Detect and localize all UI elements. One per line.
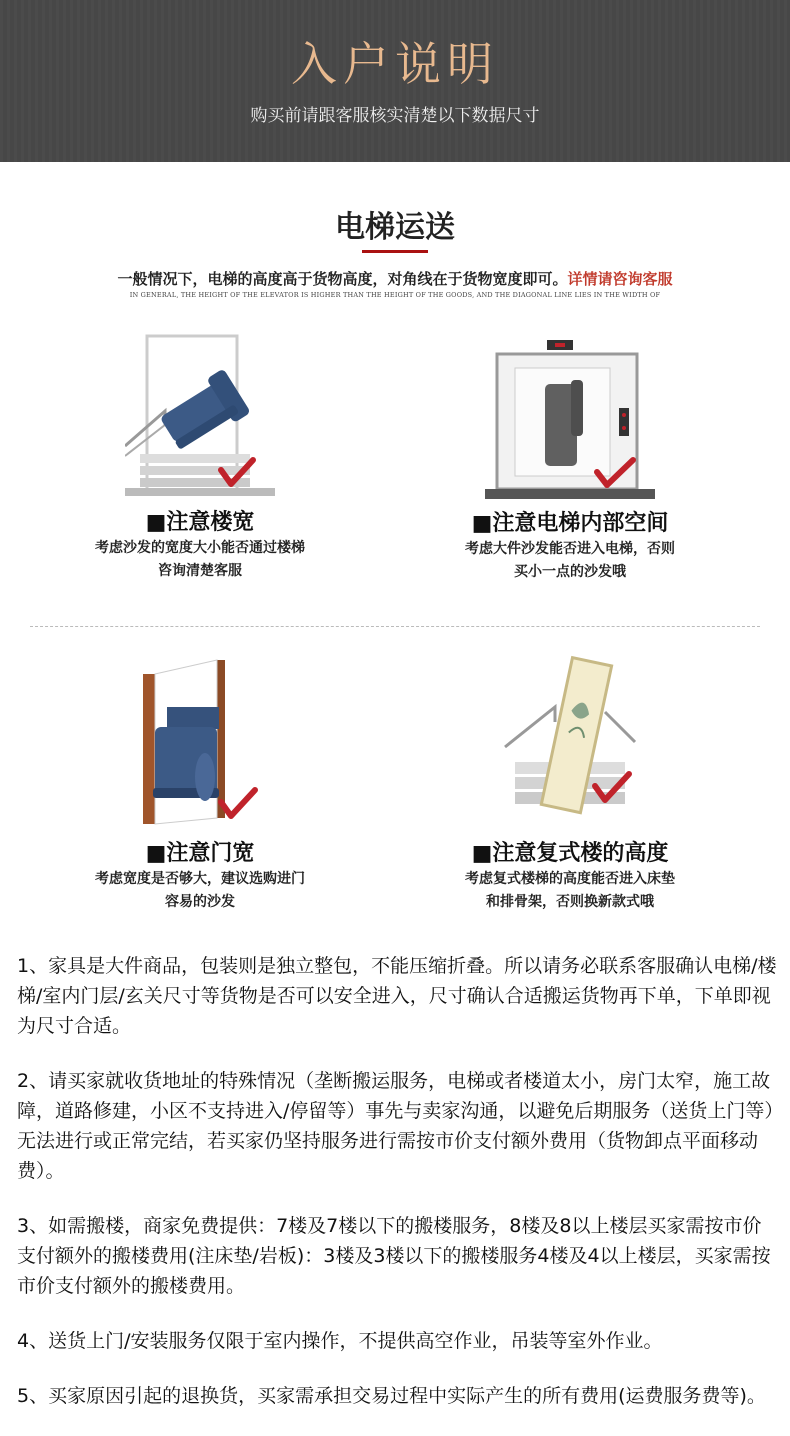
- page-title: 入户说明: [291, 37, 499, 91]
- card-title: ■注意电梯内部空间: [471, 511, 669, 536]
- card-title: ■注意门宽: [145, 841, 255, 866]
- stair-sofa-icon: [125, 326, 275, 501]
- section-title: 电梯运送: [335, 210, 455, 245]
- section-title-underline: [362, 250, 428, 253]
- intro-text: 一般情况下，电梯的高度高于货物高度，对角线在于货物宽度即可。: [117, 270, 568, 288]
- duplex-mattress-icon: [495, 652, 645, 832]
- card-title: ■注意复式楼的高度: [471, 841, 669, 866]
- note-item: 3、如需搬楼，商家免费提供：7楼及7楼以下的搬楼服务，8楼及8以上楼层买家需按市价支付额外的搬楼费用(注床垫/岩板)：3楼及3楼以下的搬楼服务4楼及4以上楼层，买家需按市价支付额外的搬楼费用。: [17, 1215, 771, 1297]
- note-item: 2、请买家就收货地址的特殊情况（垄断搬运服务，电梯或者楼道太小，房门太窄，施工故障，道路修建，小区不支持进入/停留等）事先与卖家沟通，以避免后期服务（送货上门等）无法进行或正常完结，若买家仍坚持服务进行需按市价支付额外费用（货物卸点平面移动费）。: [17, 1070, 774, 1182]
- card-door-width: [50, 652, 350, 913]
- card-desc-line1: 考虑复式楼梯的高度能否进入床垫: [465, 871, 675, 887]
- card-desc-line1: 考虑大件沙发能否进入电梯，否则: [465, 541, 675, 557]
- card-elevator-space: [420, 332, 720, 583]
- section-divider: [30, 626, 760, 627]
- card-stair-width: [50, 326, 350, 582]
- card-desc-line2: 容易的沙发: [165, 894, 235, 910]
- card-desc-line2: 买小一点的沙发哦: [514, 564, 626, 580]
- section-intro: [0, 268, 790, 289]
- card-desc-line2: 和排骨架，否则换新款式哦: [486, 894, 654, 910]
- card-title: ■注意楼宽: [145, 510, 255, 535]
- card-desc-line2: 咨询清楚客服: [158, 563, 242, 579]
- card-desc-line1: 考虑沙发的宽度大小能否通过楼梯: [95, 540, 305, 556]
- section-intro-english: IN GENERAL, THE HEIGHT OF THE ELEVATOR IS HIGHER THAN THE HEIGHT OF THE GOODS, AND THE DIAGONAL LINE LIES IN THE WIDTH OF: [129, 291, 661, 299]
- note-item: 5、买家原因引起的退换货，买家需承担交易过程中实际产生的所有费用(运费服务费等)。: [17, 1385, 766, 1407]
- note-item: 1、家具是大件商品，包装则是独立整包，不能压缩折叠。所以请务必联系客服确认电梯/楼梯/室内门层/玄关尺寸等货物是否可以安全进入，尺寸确认合适搬运货物再下单，下单即视为尺寸合适。: [17, 955, 777, 1037]
- card-desc-line1: 考虑宽度是否够大，建议选购进门: [95, 871, 305, 887]
- intro-highlight: 详情请咨询客服: [567, 270, 673, 288]
- check-icon: [221, 790, 255, 816]
- page-subtitle: 购买前请跟客服核实清楚以下数据尺寸: [250, 106, 540, 126]
- note-item: 4、送货上门/安装服务仅限于室内操作，不提供高空作业，吊装等室外作业。: [17, 1330, 663, 1352]
- delivery-notes: [17, 951, 780, 1436]
- elevator-sofa-icon: [485, 332, 655, 502]
- header-banner: [0, 0, 790, 162]
- door-sofa-icon: [125, 652, 275, 832]
- card-duplex-height: [420, 652, 720, 913]
